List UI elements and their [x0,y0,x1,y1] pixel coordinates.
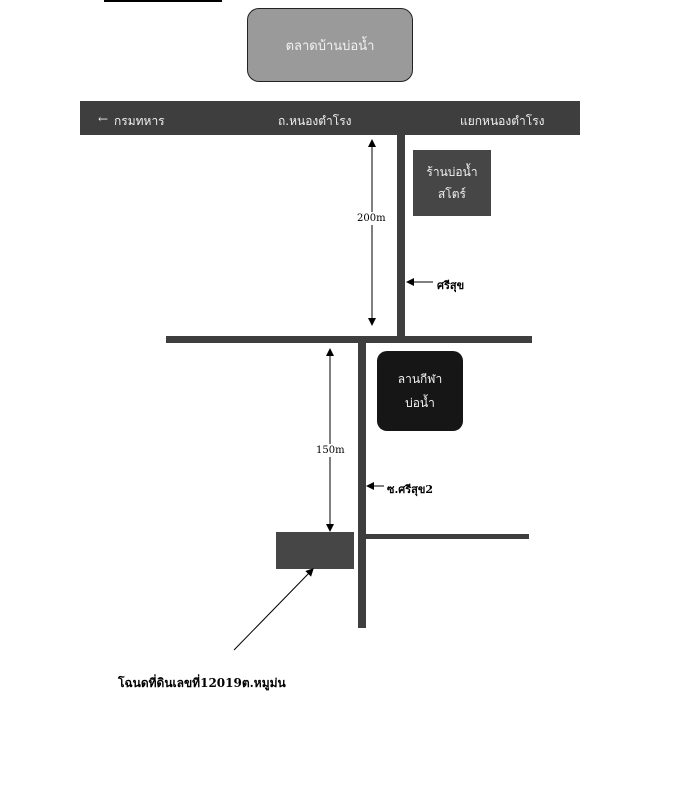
main-road-right-label: แยกหนองตำโรง [460,114,545,128]
shop-label-line1: ร้านบ่อน้ำ [426,165,478,179]
parcel-pointer [234,571,311,650]
distance-label-upper: 200m [357,213,386,224]
parcel-label: โฉนดที่ดินเลขที่12019ต.หมูม่น [118,676,286,690]
stadium-label-line1: ลานกีฬา [397,372,443,386]
distance-label-lower: 150m [316,445,345,456]
main-road-center-label: ถ.หนองตำโรง [278,114,352,128]
market-label: ตลาดบ้านบ่อน้ำ [285,38,375,54]
street-label-lower: ซ.ศรีสุข2 [387,483,434,496]
main-road-left-label: กรมทหาร [114,114,165,128]
stadium-label-line2: บ่อน้ำ [405,396,435,410]
street-label-upper: ศรีสุข [437,279,465,292]
main-road-left-arrow: ← [98,112,109,126]
shop-label-line2: สโตร์ [437,187,466,201]
